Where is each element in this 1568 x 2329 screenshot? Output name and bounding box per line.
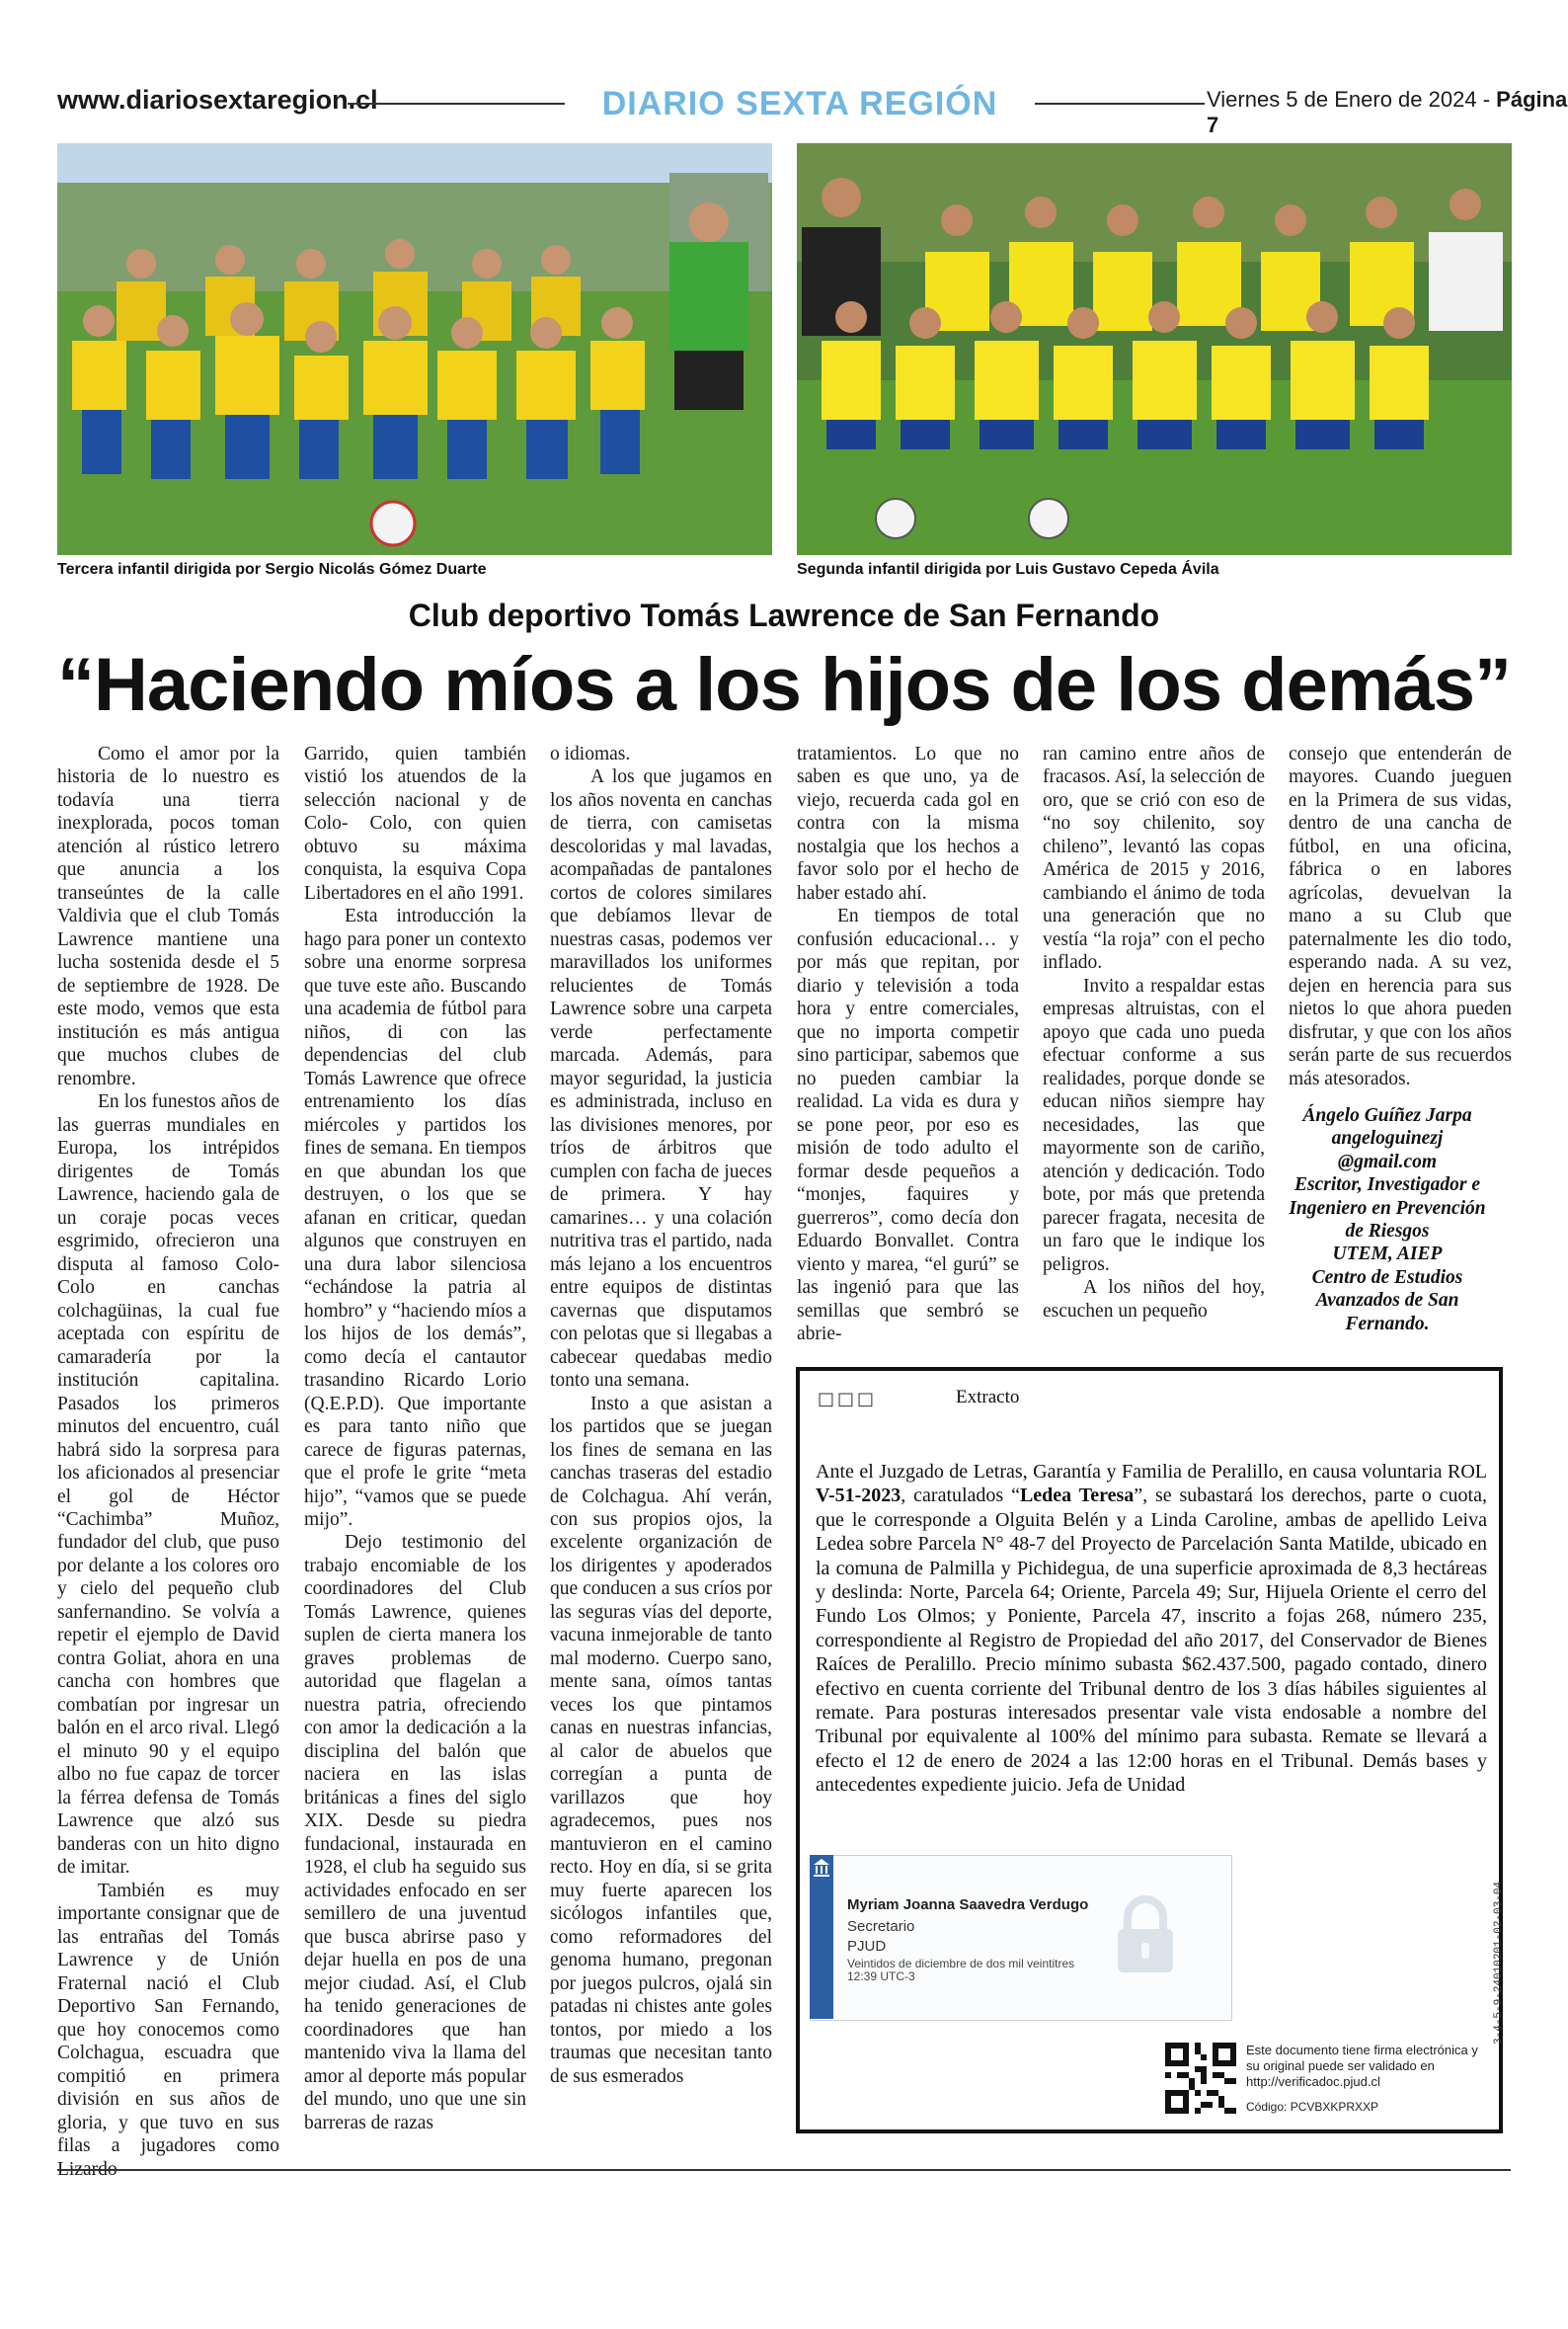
- notice-rol: V-51-2023: [816, 1485, 902, 1507]
- notice-text: Ante el Juzgado de Letras, Garantía y Familia de Peralillo, en causa voluntaria ROL: [816, 1461, 1487, 1483]
- paragraph: A los niños del hoy, escuchen un pequeño: [1043, 1277, 1265, 1322]
- author-center: Centro de Estudios Avanzados de San Fernando.: [1311, 1266, 1463, 1334]
- author-email-user: angeloguinezj: [1331, 1128, 1444, 1150]
- notice-text: , caratulados “: [901, 1485, 1020, 1507]
- article-headline: “Haciendo míos a los hijos de los demás”: [57, 643, 1511, 727]
- paragraph: En los funestos años de las guerras mundiales en Europa, los intrépidos dirigentes de Tomás Lawrence, haciendo gala de un coraje pocas veces esgrimido, ofrecieron una disputa al famoso Colo- Colo en canchas colchagüinas, la cual fue aceptada con espíritu de camaradería por la institución capitalina. Pasados los primeros minutos del encuentro, cuál habrá sido la sorpresa para los aficionados al presenciar el gol de Héctor “Cachimba” Muñoz, fundador del club, que puso por delante a los colores oro y cielo del pequeño club sanfernandino. Se volvía a repetir el ejemplo de David contra Goliat, ahora en una cancha con hombres que combatían por ingresar un balón en el arco rival. Llegó el minuto 90 y el equipo albo no fue capaz de torcer la férrea defensa de Tomás Lawrence que alzó sus banderas con un hito digno de imitar.: [57, 1091, 279, 1879]
- article-column-2: [304, 743, 526, 2134]
- signer-name: Myriam Joanna Saavedra Verdugo: [847, 1896, 1089, 1913]
- article-column-4: [797, 743, 1019, 1346]
- team-photo-left-image: [57, 143, 772, 555]
- notice-title: Extracto: [956, 1387, 1020, 1407]
- lock-icon: [1106, 1891, 1185, 1980]
- paragraph: ran camino entre años de fracasos. Así, la selección de oro, que se crió con eso de “no soy chilenito, soy chileno”, levantó las copas América de 2015 y 2016, cambiando el ánimo de toda una generación que no vestía “la roja” con el pecho inflado.: [1043, 744, 1265, 974]
- photo-caption-right: Segunda infantil dirigida por Luis Gustavo Cepeda Ávila: [797, 561, 1219, 578]
- author-signature: [1284, 1104, 1491, 1335]
- e-signature-bar: [810, 1855, 833, 2019]
- date-text: Viernes 5 de Enero de 2024 -: [1207, 87, 1491, 112]
- document-stamp: 3-4-5-9-24010201-02-03-04: [1493, 1881, 1505, 2045]
- paragraph: Dejo testimonio del trabajo encomiable de los coordinadores del Club Tomás Lawrence, quienes suplen de cierta manera los graves problemas de autoridad que flagelan a nuestra patria, ofreciendo con amor la dedicación a la disciplina del balón que naciera en las islas británicas a fines del siglo XIX. Desde su piedra fundacional, instaurada en 1928, el club ha seguido sus actividades enfocado en ser semillero de una juventud que busca abrirse paso y dejar huella en pos de una mejor ciudad. Así, el Club ha tenido generaciones de coordinadores que han mantenido viva la llama del amor al deporte más popular del mundo, uno que une sin barreras de razas: [304, 1532, 526, 2133]
- article-column-5: [1043, 743, 1265, 1323]
- notice-body: [816, 1460, 1487, 1797]
- author-name: Ángelo Guíñez Jarpa: [1302, 1105, 1472, 1126]
- author-email-domain: @gmail.com: [1337, 1151, 1438, 1172]
- paragraph: o idiomas.: [550, 744, 631, 764]
- masthead: DIARIO SEXTA REGIÓN: [601, 85, 998, 122]
- paragraph: A los que jugamos en los años noventa en canchas de tierra, con camisetas descoloridas y mal lavadas, acompañadas de pantalones cortos de colores similares que debíamos llevar de nuestras casas, podemos ver maravillados los uniformes relucientes de Tomás Lawrence sobre una carpeta verde perfectamente marcada. Además, para mayor seguridad, la justicia es administrada, incluso en las divisiones menores, por tríos de árbitros que cumplen con facha de jueces de primera. Y hay camarines… y una colación nutritiva tras el partido, nada más lejano a los encuentros entre equipos de distintas cavernas que disputamos con pelotas que si llegabas a cabecear quedabas medio tonto una semana.: [550, 766, 772, 1392]
- site-url[interactable]: www.diariosextaregion.cl: [57, 85, 378, 115]
- signer-org: PJUD: [847, 1938, 887, 1955]
- notice-party: Ledea Teresa: [1019, 1485, 1135, 1507]
- article-kicker: Club deportivo Tomás Lawrence de San Fernando: [408, 598, 1160, 633]
- signer-role: Secretario: [847, 1918, 915, 1935]
- author-role: Escritor, Investigador e Ingeniero en Prevención de Riesgos: [1289, 1174, 1486, 1242]
- page-number: Página 7: [1207, 87, 1568, 137]
- team-photo-left: [57, 143, 772, 555]
- paragraph: En tiempos de total confusión educacional… y por más que repitan, por diario y televisión a toda hora y entre comerciales, que no importa competir sino participar, sabemos que no pueden cambiar la realidad. La vida es dura y se pone peor, por eso es misión de todo adulto el formar desde pequeños a “monjes, faquires y guerreros”, como decía don Eduardo Bonvallet. Contra viento y marea, “el gurú” se las ingenió para que las semillas que sembró se abrie-: [797, 906, 1019, 1345]
- paragraph: También es muy importante consignar que de las entrañas del Tomás Lawrence y de Unión Fraternal nació el Club Deportivo San Fernando, que hoy conocemos como Colchagua, escuadra que compitió en primera división en sus años de gloria, y que tuvo en sus filas a jugadores como Lizardo: [57, 1880, 279, 2180]
- paragraph: Garrido, quien también vistió los atuendos de la selección nacional y de Colo- Colo, con quien obtuvo su máxima conquista, la esquiva Copa Libertadores en el año 1991.: [304, 744, 526, 904]
- header-rule-right: [1035, 103, 1205, 105]
- photo-caption-left: Tercera infantil dirigida por Sergio Nicolás Gómez Duarte: [57, 561, 487, 578]
- article-column-6: [1289, 743, 1512, 1090]
- team-photo-right: [797, 143, 1512, 555]
- verification-code: Código: PCVBXKPRXXP: [1246, 2100, 1379, 2114]
- paragraph: Insto a que asistan a los partidos que se juegan los fines de semana en las canchas traseras del estadio de Colchagua. Ahí verán, con sus propios ojos, la excelente organización de los dirigentes y apoderados que conducen a sus críos por las seguras vías del deporte, vacuna inmejorable de tanto mal moderno. Cuerpo sano, mente sana, oímos tantas veces los que pintamos canas en nuestras infancias, al calor de abuelos que corregían a punta de varillazos que hoy agradecemos, pues nos mantuvieron en el camino recto. Hoy en día, si se grita muy fuerte aparecen los sicólogos infantiles que, como reformadores del genoma humano, pregonan por juegos pulcros, ojalá sin patadas ni chistes ante goles tontos, por miedo a los traumas que necesitan tanto de sus esmerados: [550, 1393, 772, 2087]
- signer-date: Veintidos de diciembre de dos mil veintitres 12:39 UTC-3: [847, 1957, 1075, 1984]
- paragraph: Invito a respaldar estas empresas altruistas, con el apoyo que cada uno pueda efectuar conforme a sus realidades, porque donde se educan niños siempre hay necesidades, las que mayormente son de cariño, atención y dedicación. Todo bote, por más que pretenda parecer fragata, necesita de un faro que le indique los peligros.: [1043, 975, 1265, 1275]
- courthouse-icon: [810, 1855, 833, 1885]
- notice-squares: □□□: [818, 1389, 878, 1409]
- qr-code-icon[interactable]: [1165, 2043, 1236, 2114]
- header-rule-left: [348, 103, 565, 105]
- paragraph: tratamientos. Lo que no saben es que uno, ya de viejo, recuerda cada gol en contra con la misma nostalgia que los hechos a favor solo por el hecho de haber estado ahí.: [797, 744, 1019, 904]
- article-column-3: [550, 743, 772, 2088]
- team-photo-right-image: [797, 143, 1512, 555]
- author-institution: UTEM, AIEP: [1332, 1244, 1443, 1265]
- bottom-rule: [57, 2169, 1511, 2171]
- paragraph: consejo que entenderán de mayores. Cuando jueguen en la Primera de sus vidas, dentro de una cancha de fútbol, en una oficina, fábrica o en labores agrícolas, devuelvan la mano a su Club que paternalmente les dio todo, esperando nada. A su vez, dejen en herencia para sus nietos lo que ahora pueden disfrutar, y que con los años serán parte de sus recuerdos más atesorados.: [1289, 744, 1512, 1089]
- verification-text: Este documento tiene firma electrónica y su original puede ser validado en http://verificadoc.pjud.cl: [1246, 2043, 1478, 2089]
- paragraph: Esta introducción la hago para poner un contexto sobre una enorme sorpresa que tuve este año. Buscando una academia de fútbol para niños, di con las dependencias del club Tomás Lawrence que ofrece entrenamiento los días miércoles y partidos los fines de semana. En tiempos en que abundan los que destruyen, o los que se afanan en criticar, quedan algunos que construyen en una dura labor silenciosa “echándose la patria al hombro” y “haciendo míos a los hijos de los demás”, como decía el cantautor trasandino Ricardo Lorio (Q.E.P.D). Que importante es para tanto niño que carece de figuras paternas, que el profe le grite “meta hijo”, “vamos que se puede mijo”.: [304, 906, 526, 1530]
- notice-text: ”, se subastará los derechos, parte o cuota, que le corresponde a Olguita Belén y a Linda Caroline, ambas de apellido Leiva Ledea sobre Parcela N° 48-7 del Proyecto de Parcelación Santa Matilde, ubicado en la comuna de Palmilla y Pichidegua, de una superficie aproximada de 8,3 hectáreas y deslinda: Norte, Parcela 64; Oriente, Parcela 49; Sur, Hijuela Oriente el cerro del Fundo Los Olmos; y Poniente, Parcela 47, inscrito a fojas 268, número 235, correspondiente al Registro de Propiedad del año 2017, del Conservador de Bienes Raíces de Peralillo. Precio mínimo subasta $62.437.500, pagado contado, dinero efectivo en cuenta corriente del Tribunal dentro de los 3 días hábiles siguientes al remate. Para posturas interesados presentar vale vista endosable a nombre del Tribunal por equivalente al 100% del mínimo para subasta. Remate se llevará a efecto el 12 de enero de 2024 a las 12:00 horas en el Tribunal. Demás bases y antecedentes expediente juicio. Jefa de Unidad: [816, 1485, 1487, 1797]
- issue-date: [1207, 87, 1568, 138]
- article-column-1: [57, 743, 279, 2181]
- paragraph: Como el amor por la historia de lo nuestro es todavía una tierra inexplorada, pocos toman atención al rústico letrero que anuncia a los transeúntes de la calle Valdivia que el club Tomás Lawrence mantiene una lucha sostenida desde el 5 de septiembre de 1928. De este modo, vemos que esta institución es más antigua que muchos clubes de renombre.: [57, 744, 279, 1089]
